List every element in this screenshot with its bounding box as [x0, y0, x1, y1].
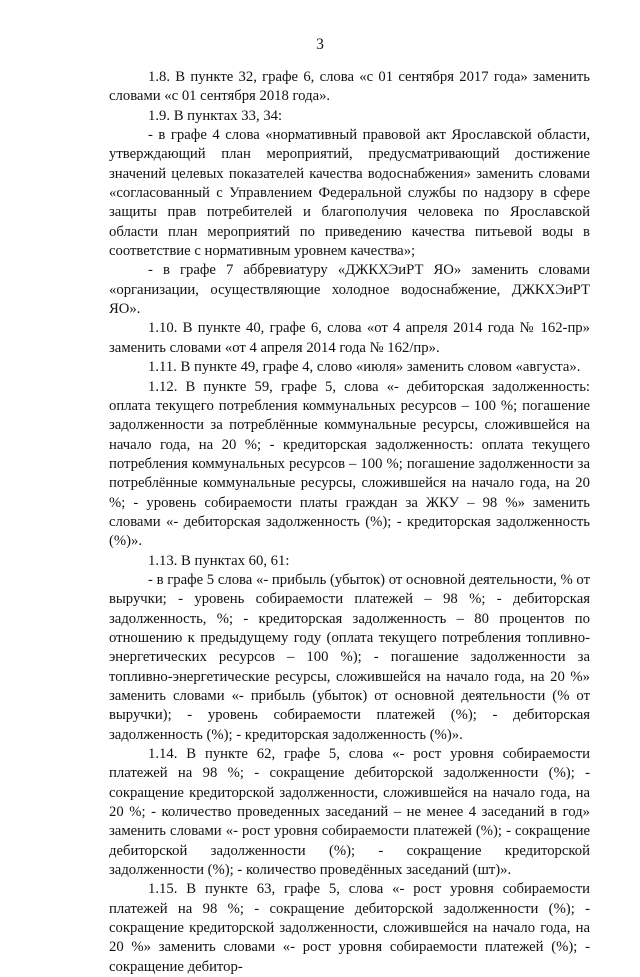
page-number: 3 [316, 36, 324, 53]
paragraph-1-13: 1.13. В пунктах 60, 61: [148, 552, 290, 569]
document-body [109, 68, 590, 977]
paragraph-1-9: 1.9. В пунктах 33, 34: [148, 107, 283, 124]
paragraph-1-9-item-1: - в графе 4 слова «нормативный правовой акт Ярославской области, утверждающий план мероприятий, предусматривающий достижение значений целевых показателей качества водоснабжения» заменить словами «согласованный с Управлением Федеральной службы по надзору в сфере защиты прав потребителей и благополучия человека по Ярославской области план мероприятий по приведению качества питьевой воды в соответствие с нормативным уровнем качества»; [109, 127, 590, 260]
paragraph-1-9-item-2: - в графе 7 аббревиатуру «ДЖКХЭиРТ ЯО» заменить словами «организации, осуществляющие холодное водоснабжение, ДЖКХЭиРТ ЯО». [109, 262, 590, 318]
paragraph-1-10: 1.10. В пункте 40, графе 6, слова «от 4 апреля 2014 года № 162-пр» заменить словами «от 4 апреля 2014 года № 162/пр». [109, 320, 590, 356]
paragraph-1-13-item-1: - в графе 5 слова «- прибыль (убыток) от основной деятельности, % от выручки; - уровень собираемости платежей – 98 %; - дебиторская задолженность, %; - кредиторская задолженность – 80 процентов по отношению к предыдущему году (оплата текущего потребления топливно-энергетических ресурсов – 100 %); - погашение задолженности за топливно-энергетические ресурсы, сложившейся на начало года, на 20 %» заменить словами «- прибыль (убыток) от основной деятельности (% от выручки); - уровень собираемости платежей (%); - дебиторская задолженность (%); - кредиторская задолженность (%)». [109, 571, 590, 743]
paragraph-1-11: 1.11. В пункте 49, графе 4, слово «июля» заменить словом «августа». [148, 359, 581, 376]
paragraph-1-14: 1.14. В пункте 62, графе 5, слова «- рост уровня собираемости платежей на 98 %; - сокращение дебиторской задолженности (%); - сокращение кредиторской задолженности, сложившейся на начало года, на 20 %; - количество проведенных заседаний – не менее 4 заседаний в год» заменить словами «- рост уровня собираемости платежей (%); - сокращение дебиторской задолженности (%); - сокращение кредиторской задолженности (%); - количество проведённых заседаний (шт)». [109, 746, 590, 879]
paragraph-1-8: 1.8. В пункте 32, графе 6, слова «с 01 сентября 2017 года» заменить словами «с 01 сентября 2018 года». [109, 69, 590, 105]
paragraph-1-12: 1.12. В пункте 59, графе 5, слова «- дебиторская задолженность: оплата текущего потребления коммунальных ресурсов – 100 %; погашение задолженности за потреблённые коммунальные ресурсы, сложившейся на начало года, на 20 %; - кредиторская задолженность: оплата текущего потребления коммунальных ресурсов – 100 %; погашение задолженности за потреблённые коммунальные ресурсы, сложившейся на начало года, на 20 %; - уровень собираемости платы граждан за ЖКУ – 98 %» заменить словами «- дебиторская задолженность (%); - кредиторская задолженность (%)». [109, 378, 590, 550]
paragraph-1-15: 1.15. В пункте 63, графе 5, слова «- рост уровня собираемости платежей на 98 %; - сокращение дебиторской задолженности (%); - сокращение кредиторской задолженности, сложившейся на начало года, на 20 %» заменить словами «- рост уровня собираемости платежей (%); - сокращение дебитор- [109, 881, 590, 975]
